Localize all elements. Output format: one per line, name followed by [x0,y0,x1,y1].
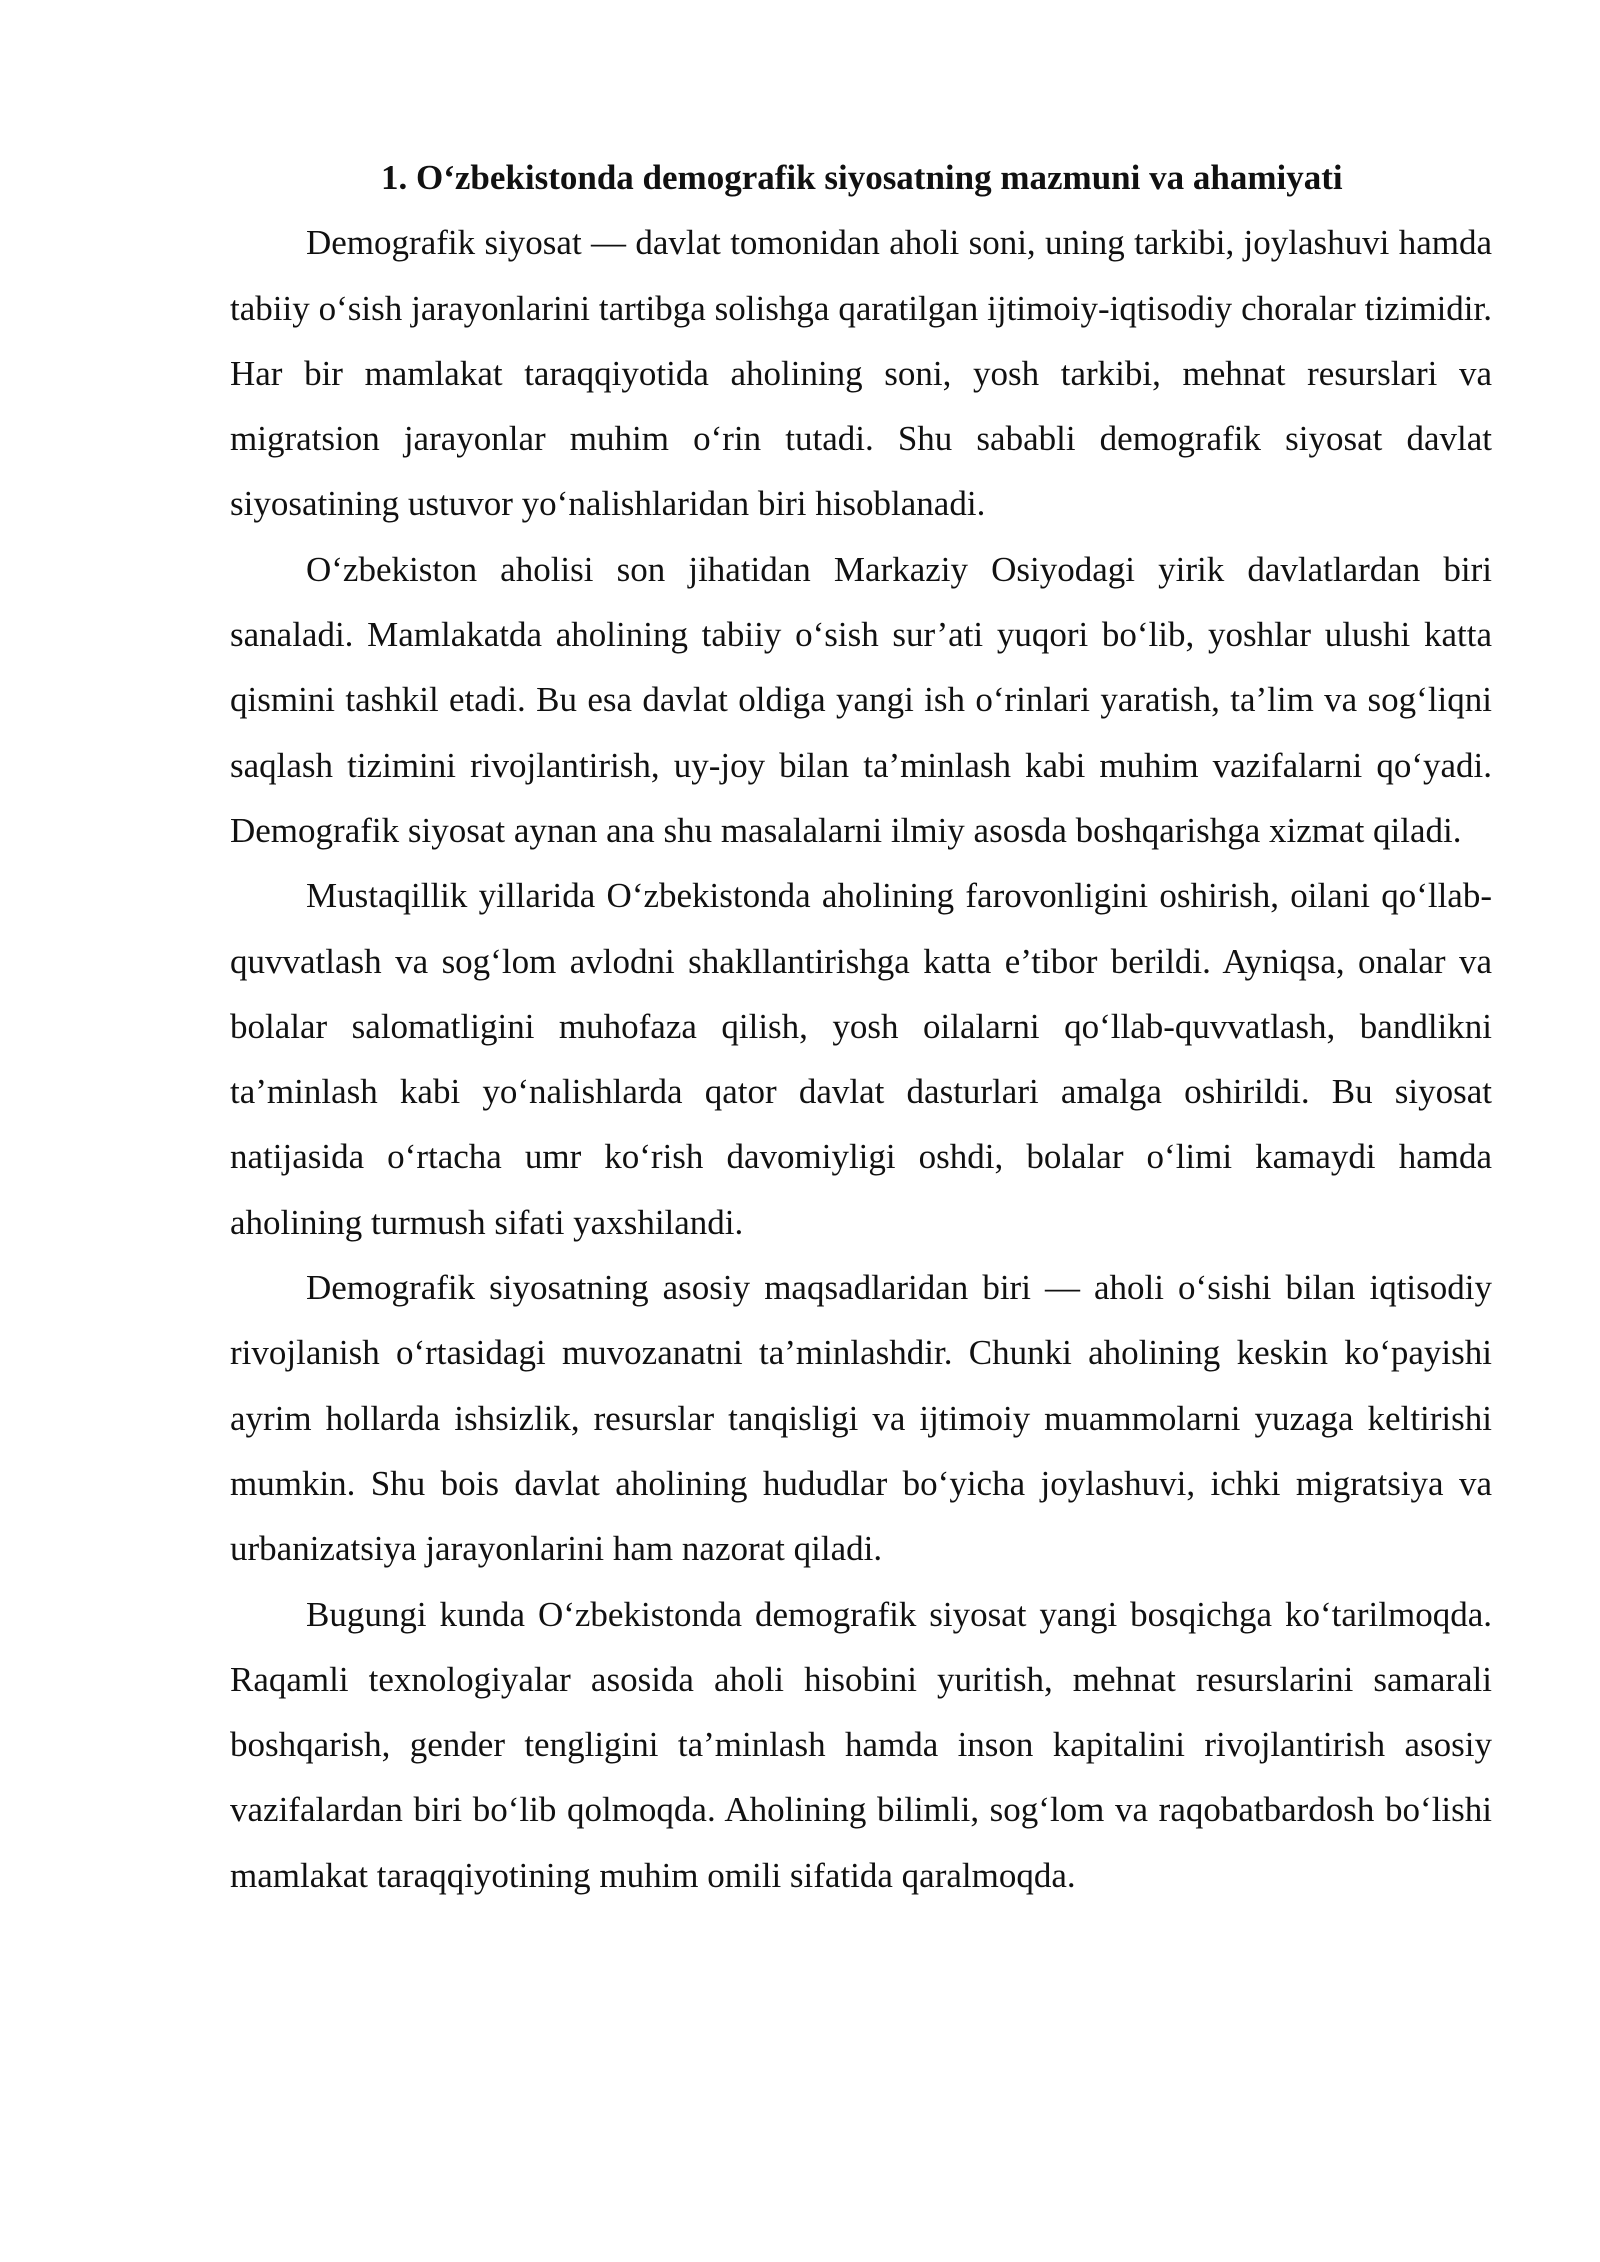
paragraph: Mustaqillik yillarida O‘zbekistonda aholining farovonligini oshirish, oilani qo‘llab-quvvatlash va sog‘lom avlodni shakllantirishga katta e’tibor berildi. Ayniqsa, onalar va bolalar salomatligini muhofaza qilish, yosh oilalarni qo‘llab-quvvatlash, bandlikni ta’minlash kabi yo‘nalishlarda qator davlat dasturlari amalga oshirildi. Bu siyosat natijasida o‘rtacha umr ko‘rish davomiyligi oshdi, bolalar o‘limi kamaydi hamda aholining turmush sifati yaxshilandi. [230,876,1492,1242]
paragraph: Demografik siyosat — davlat tomonidan aholi soni, uning tarkibi, joylashuvi hamda tabiiy o‘sish jarayonlarini tartibga solishga qaratilgan ijtimoiy-iqtisodiy choralar tizimidir. Har bir mamlakat taraqqiyotida aholining soni, yosh tarkibi, mehnat resurslari va migratsion jarayonlar muhim o‘rin tutadi. Shu sababli demografik siyosat davlat siyosatining ustuvor yo‘nalishlaridan biri hisoblanadi. [230,223,1492,524]
document-body [230,145,1492,1908]
section-heading: 1. O‘zbekistonda demografik siyosatning mazmuni va ahamiyati [381,158,1343,197]
paragraph: O‘zbekiston aholisi son jihatidan Markaziy Osiyodagi yirik davlatlardan biri sanaladi. Mamlakatda aholining tabiiy o‘sish sur’ati yuqori bo‘lib, yoshlar ulushi katta qismini tashkil etadi. Bu esa davlat oldiga yangi ish o‘rinlari yaratish, ta’lim va sog‘liqni saqlash tizimini rivojlantirish, uy-joy bilan ta’minlash kabi muhim vazifalarni qo‘yadi. Demografik siyosat aynan ana shu masalalarni ilmiy asosda boshqarishga xizmat qiladi. [230,549,1492,850]
paragraph: Demografik siyosatning asosiy maqsadlaridan biri — aholi o‘sishi bilan iqtisodiy rivojlanish o‘rtasidagi muvozanatni ta’minlashdir. Chunki aholining keskin ko‘payishi ayrim hollarda ishsizlik, resurslar tanqisligi va ijtimoiy muammolarni yuzaga keltirishi mumkin. Shu bois davlat aholining hududlar bo‘yicha joylashuvi, ichki migratsiya va urbanizatsiya jarayonlarini ham nazorat qiladi. [230,1268,1492,1569]
paragraph: Bugungi kunda O‘zbekistonda demografik siyosat yangi bosqichga ko‘tarilmoqda. Raqamli texnologiyalar asosida aholi hisobini yuritish, mehnat resurslarini samarali boshqarish, gender tengligini ta’minlash hamda inson kapitalini rivojlantirish asosiy vazifalardan biri bo‘lib qolmoqda. Aholining bilimli, sog‘lom va raqobatbardosh bo‘lishi mamlakat taraqqiyotining muhim omili sifatida qaralmoqda. [230,1594,1492,1895]
